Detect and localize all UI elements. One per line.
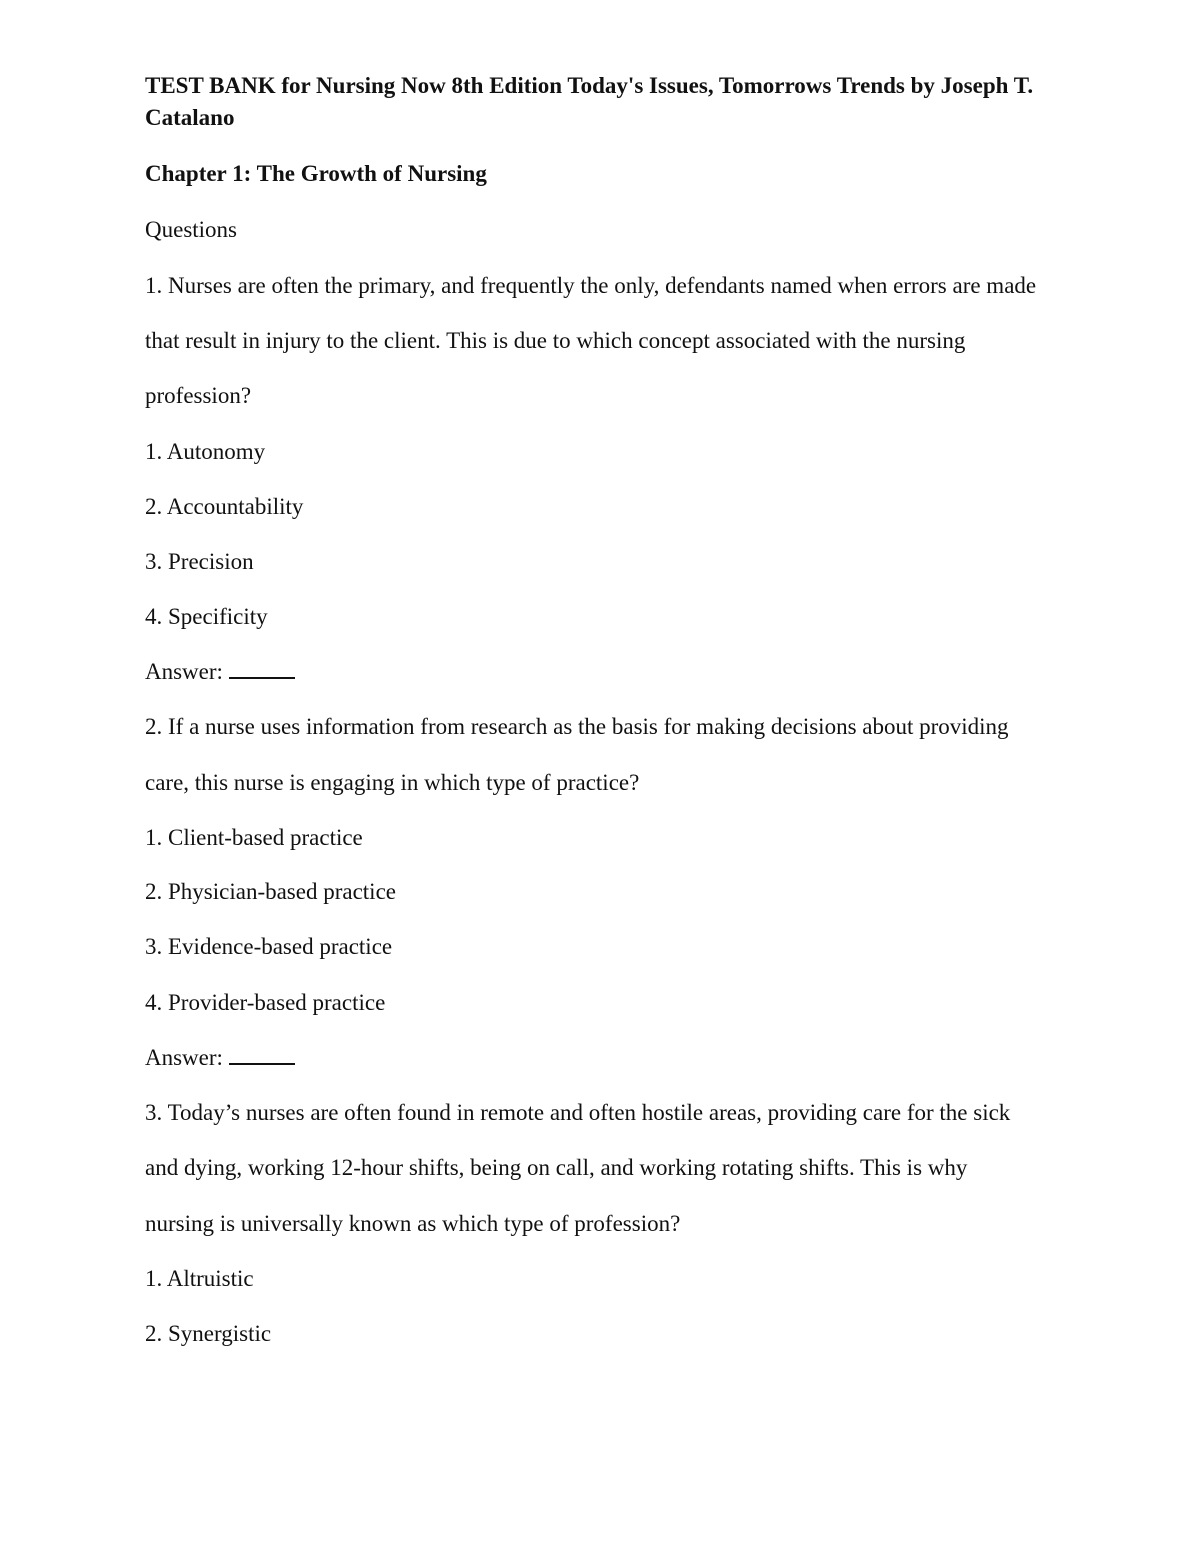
question-2-stem-line-2: care, this nurse is engaging in which type of practice? xyxy=(145,770,640,795)
section-label: Questions xyxy=(145,217,237,242)
chapter-heading: Chapter 1: The Growth of Nursing xyxy=(145,161,487,186)
question-1-option-2: 2. Accountability xyxy=(145,494,304,519)
question-1-stem-line-1: 1. Nurses are often the primary, and frequently the only, defendants named when errors are made xyxy=(145,273,1037,298)
question-2-answer xyxy=(145,1042,295,1074)
answer-label: Answer: xyxy=(145,1045,223,1070)
document-title: TEST BANK for Nursing Now 8th Edition Today's Issues, Tomorrows Trends by Joseph T. Catalano xyxy=(145,73,1034,130)
question-3-stem-line-1: 3. Today’s nurses are often found in remote and often hostile areas, providing care for the sick xyxy=(145,1100,1011,1125)
question-3-option-2: 2. Synergistic xyxy=(145,1321,272,1346)
answer-blank xyxy=(229,1043,295,1065)
answer-label: Answer: xyxy=(145,659,223,684)
question-2-stem-line-1: 2. If a nurse uses information from research as the basis for making decisions about providing xyxy=(145,714,1009,739)
question-3-option-1: 1. Altruistic xyxy=(145,1266,254,1291)
question-2-option-3: 3. Evidence-based practice xyxy=(145,934,393,959)
question-3-stem-line-3: nursing is universally known as which type of profession? xyxy=(145,1211,681,1236)
question-1-stem-line-3: profession? xyxy=(145,383,252,408)
question-1-option-3: 3. Precision xyxy=(145,549,254,574)
answer-blank xyxy=(229,657,295,679)
question-2-option-2: 2. Physician-based practice xyxy=(145,879,396,904)
question-1-stem-line-2: that result in injury to the client. This is due to which concept associated with the nursing xyxy=(145,328,966,353)
question-1-answer xyxy=(145,656,295,688)
question-3-stem-line-2: and dying, working 12-hour shifts, being on call, and working rotating shifts. This is why xyxy=(145,1155,968,1180)
question-1-option-1: 1. Autonomy xyxy=(145,439,266,464)
question-2-option-4: 4. Provider-based practice xyxy=(145,990,386,1015)
question-2-option-1: 1. Client-based practice xyxy=(145,825,363,850)
question-1-option-4: 4. Specificity xyxy=(145,604,268,629)
